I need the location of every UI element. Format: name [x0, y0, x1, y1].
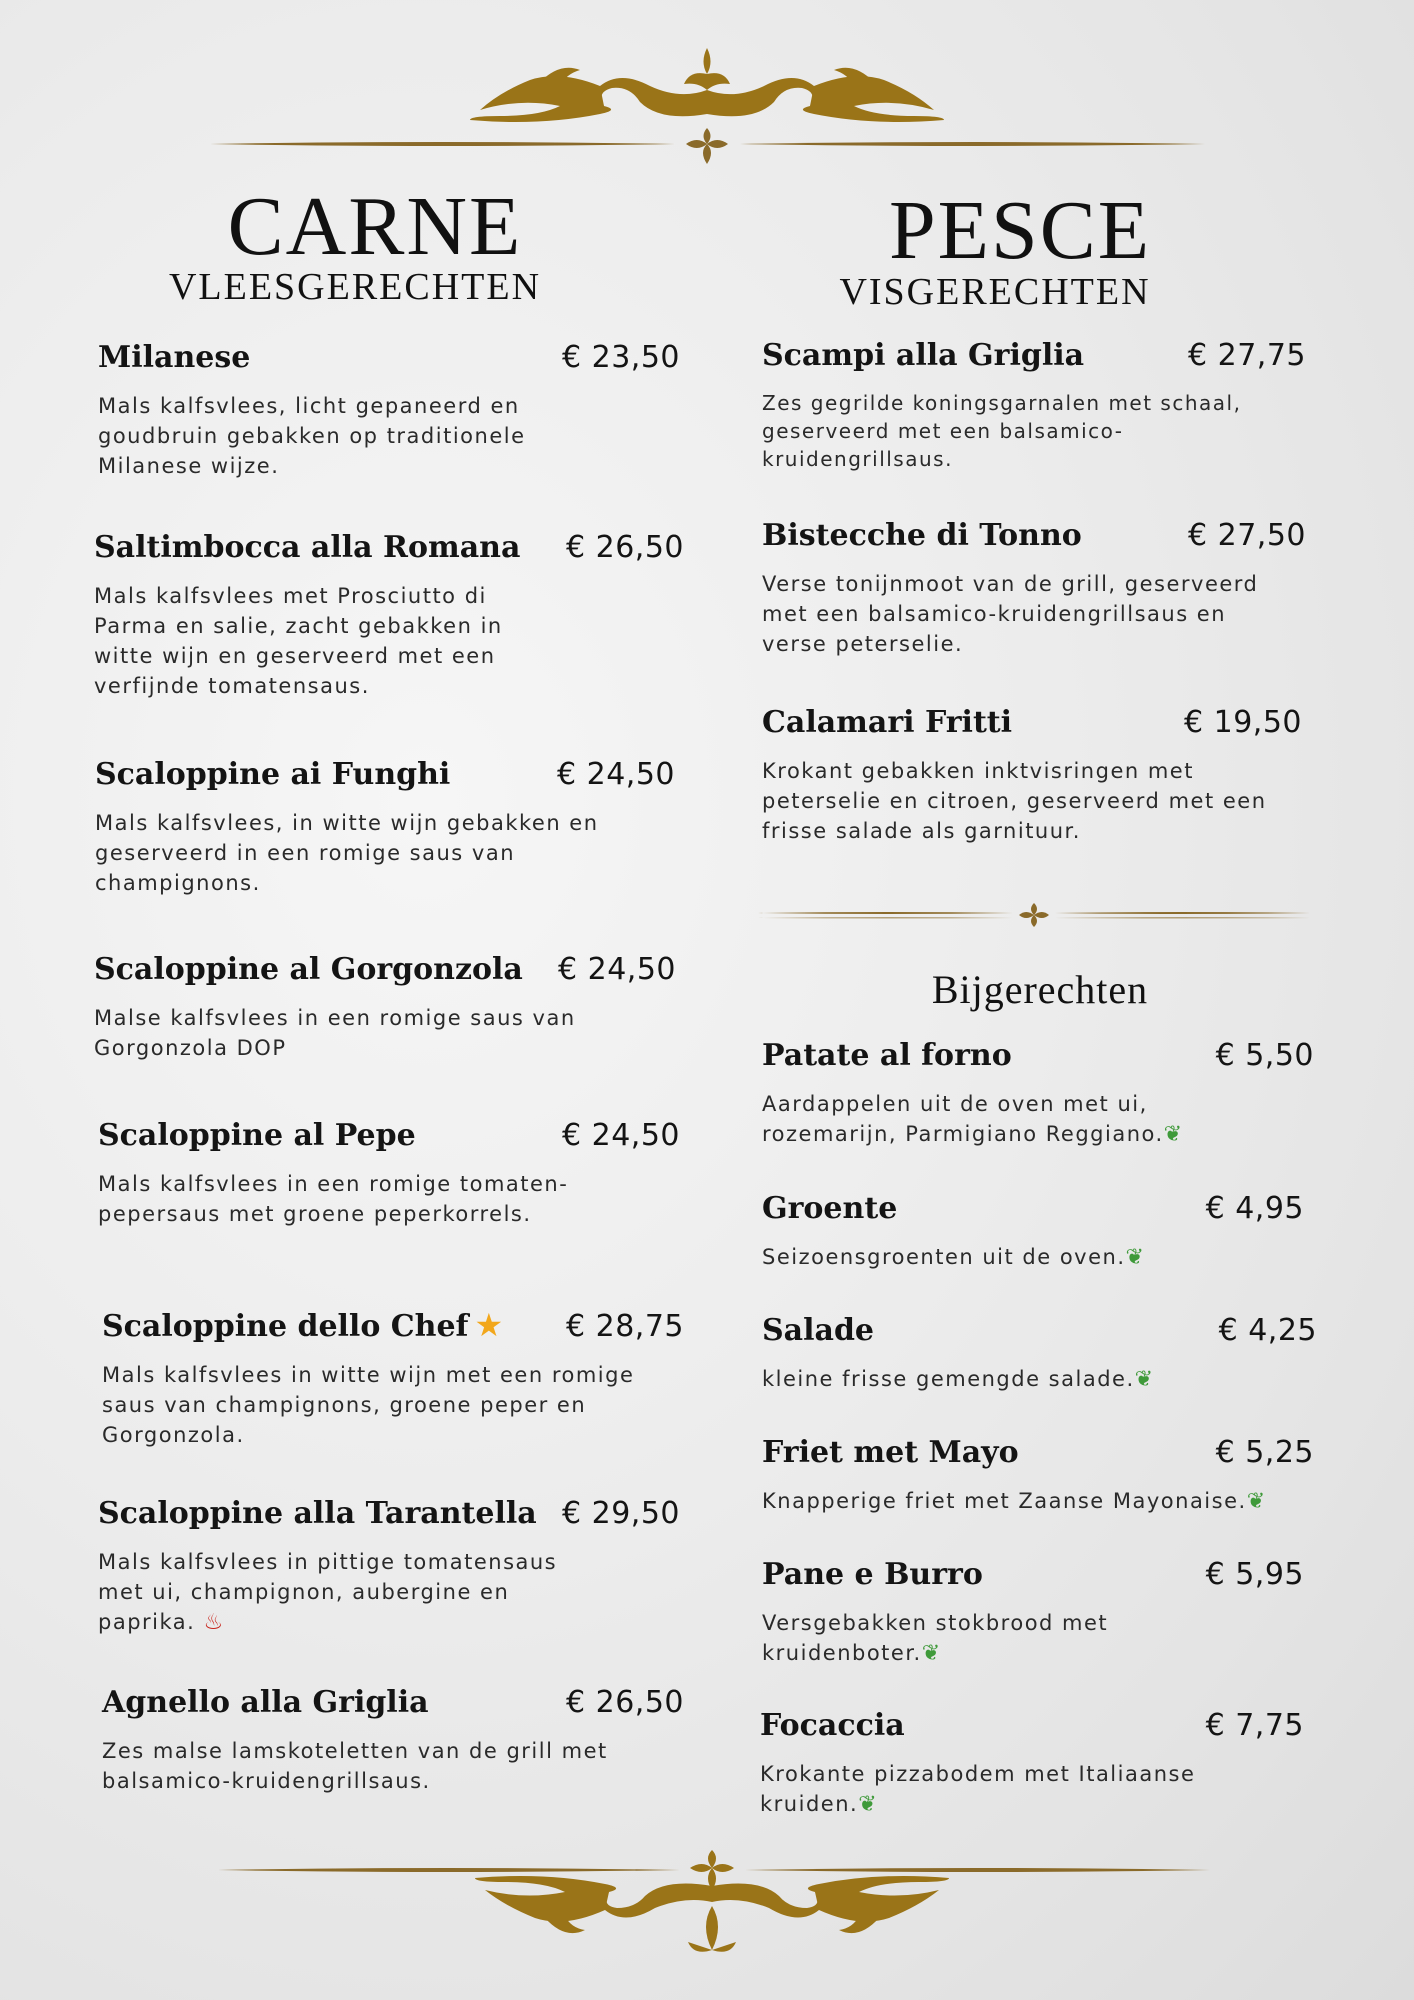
item-price: € 7,75	[1205, 1708, 1304, 1743]
item-description: Krokante pizzabodem met Italiaanse kruiden.	[760, 1762, 1196, 1816]
menu-item	[762, 705, 1302, 846]
item-description: Verse tonijnmoot van de grill, geserveerd met een balsamico-kruidengrillsaus en verse peterselie.	[762, 572, 1259, 656]
sprout-icon: ❦	[858, 1792, 879, 1817]
item-name: Scampi alla Griglia	[762, 338, 1085, 373]
item-description: Zes malse lamskoteletten van de grill met balsamico-kruidengrillsaus.	[102, 1739, 608, 1793]
menu-item	[94, 952, 676, 1063]
menu-item	[102, 1306, 684, 1450]
menu-item	[762, 518, 1306, 659]
item-name: Focaccia	[760, 1708, 905, 1743]
item-price: € 26,50	[565, 1685, 684, 1720]
sprout-icon: ❦	[921, 1641, 942, 1666]
item-description: Knapperige friet met Zaanse Mayonaise.	[762, 1489, 1247, 1513]
item-price: € 24,50	[557, 952, 676, 987]
item-description: Mals kalfsvlees, licht gepaneerd en goudbruin gebakken op traditionele Milanese wijze.	[98, 394, 526, 478]
item-name: Saltimbocca alla Romana	[94, 530, 521, 565]
item-name: Agnello alla Griglia	[102, 1685, 429, 1720]
item-description: Zes gegrilde koningsgarnalen met schaal, geserveerd met een balsamico-kruidengrillsaus.	[762, 391, 1242, 471]
item-description: Malse kalfsvlees in een romige saus van Gorgonzola DOP	[94, 1006, 576, 1060]
item-description: Mals kalfsvlees met Prosciutto di Parma en salie, zacht gebakken in witte wijn en geserveerd met een verfijnde tomatensaus.	[94, 584, 503, 698]
item-description: kleine frisse gemengde salade.	[762, 1367, 1135, 1391]
item-price: € 27,75	[1187, 338, 1306, 373]
item-description: Krokant gebakken inktvisringen met peterselie en citroen, geserveerd met een frisse salade als garnituur.	[762, 759, 1267, 843]
item-name: Bistecche di Tonno	[762, 518, 1082, 553]
sprout-icon: ❦	[1163, 1122, 1184, 1147]
section-divider	[758, 900, 1310, 930]
item-description: Versgebakken stokbrood met kruidenboter.	[762, 1611, 1109, 1665]
item-description: Mals kalfsvlees in een romige tomaten-pepersaus met groene peperkorrels.	[98, 1172, 569, 1226]
menu-item	[95, 757, 675, 898]
item-name: Groente	[762, 1191, 898, 1226]
item-price: € 4,95	[1205, 1191, 1304, 1226]
menu-item	[762, 1038, 1314, 1150]
pesce-title: PESCE	[888, 184, 1152, 277]
menu-item	[762, 338, 1306, 473]
item-price: € 27,50	[1187, 518, 1306, 553]
menu-item	[102, 1685, 684, 1796]
item-price: € 24,50	[561, 1118, 680, 1153]
star-icon: ★	[474, 1306, 504, 1344]
menu-item	[762, 1313, 1317, 1395]
menu-item	[762, 1435, 1314, 1517]
item-name: Calamari Fritti	[762, 705, 1013, 740]
item-price: € 5,50	[1215, 1038, 1314, 1073]
menu-item	[98, 1496, 680, 1638]
item-name: Scaloppine alla Tarantella	[98, 1496, 537, 1531]
item-name: Patate al forno	[762, 1038, 1012, 1073]
item-price: € 5,25	[1215, 1435, 1314, 1470]
bottom-ornament	[0, 1846, 1414, 1981]
item-name: Friet met Mayo	[762, 1435, 1019, 1470]
menu-item	[762, 1191, 1304, 1273]
item-name: Scaloppine ai Funghi	[95, 757, 451, 792]
pesce-subtitle: VISGERECHTEN	[839, 271, 1151, 313]
item-name: Scaloppine al Gorgonzola	[94, 952, 523, 987]
menu-item	[98, 1118, 680, 1229]
item-name: Milanese	[98, 340, 251, 375]
item-price: € 5,95	[1205, 1557, 1304, 1592]
carne-title: CARNE	[227, 180, 523, 273]
item-name: Salade	[762, 1313, 875, 1348]
item-description: Mals kalfsvlees, in witte wijn gebakken en geserveerd in een romige saus van champignons.	[95, 811, 599, 895]
item-price: € 24,50	[556, 757, 675, 792]
menu-item	[94, 530, 684, 701]
item-name: Scaloppine dello Chef	[102, 1309, 469, 1344]
item-name: Scaloppine al Pepe	[98, 1118, 416, 1153]
item-price: € 19,50	[1183, 705, 1302, 740]
item-price: € 23,50	[561, 340, 680, 375]
item-description: Mals kalfsvlees in witte wijn met een romige saus van champignons, groene peper en Gorgonzola.	[102, 1363, 635, 1447]
item-price: € 29,50	[561, 1496, 680, 1531]
chili-icon: ♨	[203, 1610, 225, 1635]
menu-item	[762, 1557, 1304, 1669]
item-description: Aardappelen uit de oven met ui, rozemarijn, Parmigiano Reggiano.	[762, 1092, 1164, 1146]
sprout-icon: ❦	[1125, 1245, 1146, 1270]
bijgerechten-title: Bijgerechten	[931, 967, 1149, 1012]
item-name: Pane e Burro	[762, 1557, 983, 1592]
carne-subtitle: VLEESGERECHTEN	[168, 266, 542, 308]
item-price: € 26,50	[565, 530, 684, 565]
item-price: € 28,75	[565, 1309, 684, 1344]
menu-item	[760, 1708, 1304, 1820]
item-description: Mals kalfsvlees in pittige tomatensaus met ui, champignon, aubergine en paprika.	[98, 1550, 558, 1634]
item-price: € 4,25	[1218, 1313, 1317, 1348]
top-ornament	[0, 40, 1414, 170]
sprout-icon: ❦	[1246, 1489, 1267, 1514]
menu-item	[98, 340, 680, 481]
sprout-icon: ❦	[1134, 1367, 1155, 1392]
item-description: Seizoensgroenten uit de oven.	[762, 1245, 1126, 1269]
